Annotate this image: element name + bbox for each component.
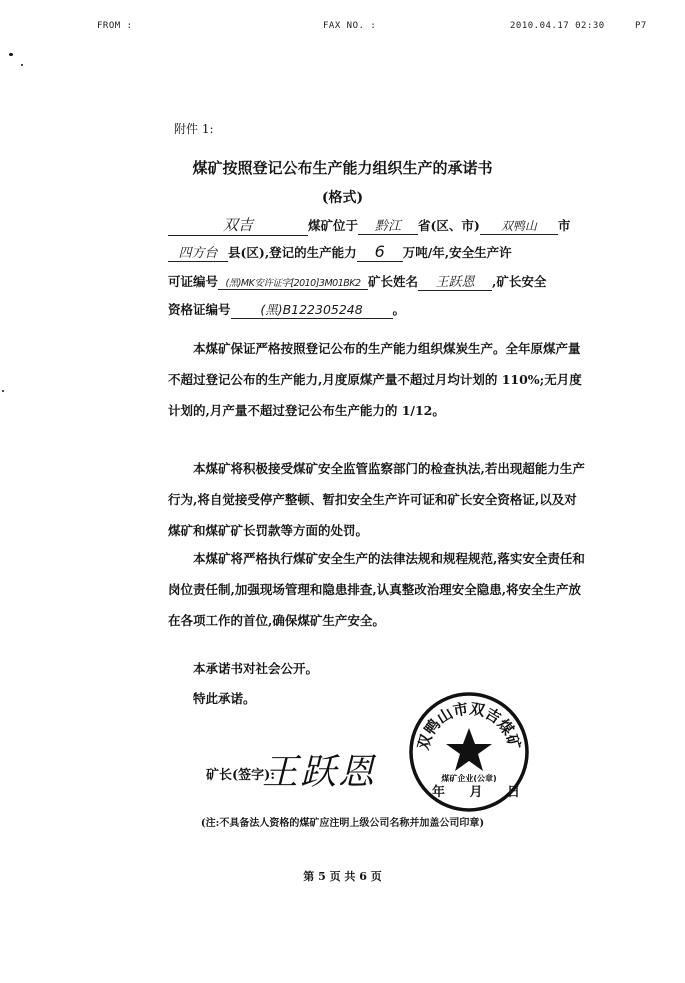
form-text: 万吨/年,安全生产许 bbox=[402, 245, 512, 260]
form-line-4 bbox=[168, 300, 405, 319]
form-line-1 bbox=[168, 214, 570, 236]
province-value: 黔江 bbox=[375, 219, 402, 234]
form-text: 煤矿位于 bbox=[308, 218, 359, 233]
city-value: 双鸭山 bbox=[500, 219, 537, 233]
star-icon bbox=[446, 728, 492, 771]
capacity-value: 6 bbox=[374, 242, 385, 261]
form-line-3 bbox=[168, 271, 546, 291]
scan-speck bbox=[2, 390, 4, 392]
county-value: 四方台 bbox=[178, 246, 218, 261]
director-name-value: 王跃恩 bbox=[435, 275, 475, 290]
footnote: (注:不具备法人资格的煤矿应注明上级公司名称并加盖公司印章) bbox=[200, 818, 485, 829]
seal-ring-text: 双鸭山市双吉煤矿 bbox=[414, 699, 524, 752]
form-line-2 bbox=[168, 242, 512, 262]
mine-name-value: 双吉 bbox=[222, 216, 253, 234]
form-text: 可证编号 bbox=[168, 274, 219, 289]
handwritten-signature: 王跃恩 bbox=[262, 752, 377, 793]
form-text: 。 bbox=[392, 302, 406, 317]
scan-speck bbox=[9, 53, 13, 56]
license-number-value: (黑)MK安许证字[2010]3M01BK2 bbox=[225, 278, 361, 289]
attachment-label: 附件 1: bbox=[174, 122, 214, 136]
form-text: 资格证编号 bbox=[168, 302, 231, 317]
paragraph-1: 本煤矿保证严格按照登记公布的生产能力组织煤炭生产。全年原煤产量不超过登记公布的生产能力,月度原煤产量不超过月均计划的 110%;无月度计划的,月产量不超过登记公布生产能力的 1/12。 bbox=[168, 341, 582, 418]
document-subtitle: (格式) bbox=[321, 190, 364, 206]
seal-center-text: 煤矿企业(公章) bbox=[441, 774, 497, 783]
fax-datetime: 2010.04.17 02:30 bbox=[510, 21, 605, 31]
fax-number: FAX NO. : bbox=[323, 21, 377, 31]
paragraph-5: 特此承诺。 bbox=[193, 691, 256, 706]
date-line: 年 月 日 bbox=[432, 785, 531, 800]
document-title: 煤矿按照登记公布生产能力组织生产的承诺书 bbox=[192, 159, 493, 177]
form-text: 省(区、市) bbox=[418, 218, 480, 233]
form-text: ,矿长安全 bbox=[492, 274, 547, 289]
page-number: 第 5 页 共 6 页 bbox=[303, 870, 382, 883]
paragraph-4: 本承诺书对社会公开。 bbox=[193, 661, 319, 676]
paragraph-2: 本煤矿将积极接受煤矿安全监管监察部门的检查执法,若出现超能力生产行为,将自觉接受停产整顿、暂扣安全生产许可证和矿长安全资格证,以及对煤矿和煤矿矿长罚款等方面的处罚。 bbox=[168, 461, 585, 538]
fax-page: P7 bbox=[635, 21, 647, 31]
form-text: 市 bbox=[557, 218, 571, 233]
paragraph-3: 本煤矿将严格执行煤矿安全生产的法律法规和规程规范,落实安全责任和岗位责任制,加强现场管理和隐患排查,认真整改治理安全隐患,将安全生产放在各项工作的首位,确保煤矿生产安全。 bbox=[168, 551, 585, 628]
fax-from: FROM : bbox=[97, 21, 133, 31]
cert-number-value: (黑)B122305248 bbox=[260, 302, 363, 317]
scan-speck bbox=[21, 64, 23, 66]
form-text: 县(区),登记的生产能力 bbox=[228, 245, 357, 260]
signature-label: 矿长(签字): bbox=[206, 768, 276, 783]
form-text: 矿长姓名 bbox=[368, 274, 419, 289]
